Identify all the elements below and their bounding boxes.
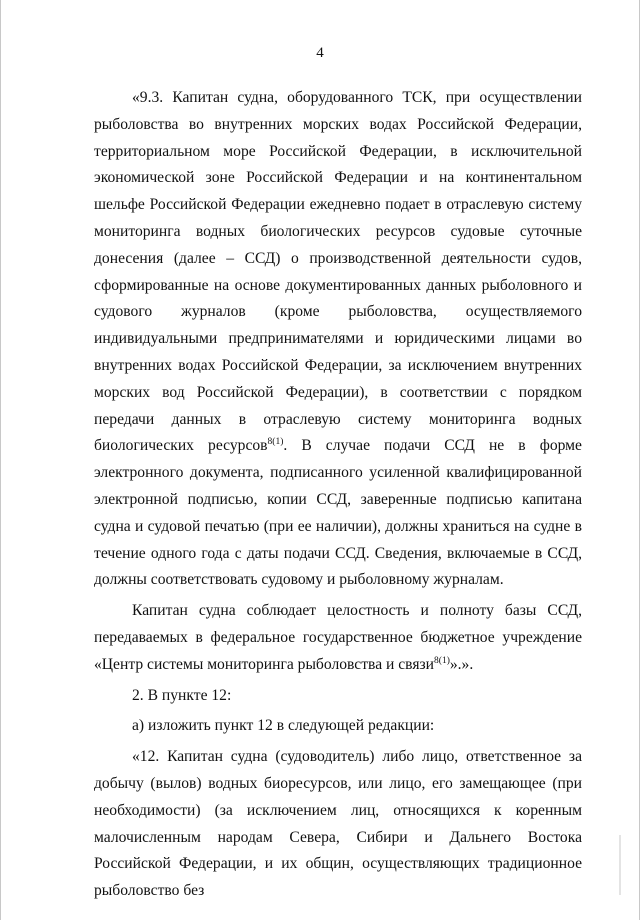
paragraph-captain-duty: [94, 598, 582, 678]
paragraph-item-a: [94, 713, 582, 740]
paragraph-9-3: [94, 85, 582, 594]
paragraph-text: а) изложить пункт 12 в следующей редакции:: [132, 717, 435, 735]
paragraph-text: 2. В пункте 12:: [132, 686, 232, 704]
paragraph-text: ».».: [449, 655, 474, 673]
paragraph-text: «9.3. Капитан судна, оборудованного ТСК, при осуществлении рыболовства во внутренних морских водах Российской Федерации, территориальном море Российской Федерации, в исключительной экономической зоне Российской Федерации и на континентальном шельфе Российской Федерации ежедневно подает в отраслевую систему мониторинга водных биологических ресурсов судовые суточные донесения (далее – ССД) о производственной деятельности судов, сформированные на основе документированных данных рыболовного и судового журналов (кроме рыболовства, осуществляемого индивидуальными предпринимателями и юридическими лицами во внутренних водах Российской Федерации, за исключением внутренних морских вод Российской Федерации), в соответствии с порядком передачи данных в отраслевую систему мониторинга водных биологических ресурсов: [94, 89, 582, 455]
paragraph-text: Капитан судна соблюдает целостность и полноту базы ССД, передаваемых в федеральное государственное бюджетное учреждение «Центр системы мониторинга рыболовства и связи: [94, 602, 582, 673]
paragraph-item-2: [94, 683, 582, 710]
page-number: 4: [316, 45, 324, 61]
document-body: [94, 85, 582, 905]
scan-artifact: [619, 835, 621, 895]
footnote-ref: 8(1): [434, 655, 450, 666]
footnote-ref: 8(1): [267, 437, 284, 448]
paragraph-text: «12. Капитан судна (судоводитель) либо лицо, ответственное за добычу (вылов) водных биоресурсов, или лицо, его замещающее (при необходимости) (за исключением лиц, относящихся к коренным малочисленным народам Севера, Сибири и Дальнего Востока Российской Федерации, и их общин, осуществляющих традиционное рыболовство без: [94, 748, 582, 900]
paragraph-text: . В случае подачи ССД не в форме электронного документа, подписанного усиленной квалифицированной электронной подписью, копии ССД, заверенные подписью капитана судна и судовой печатью (при ее наличии), должны храниться на судне в течение одного года с даты подачи ССД. Сведения, включаемые в ССД, должны соответствовать судовому и рыболовному журналам.: [94, 437, 582, 589]
paragraph-12: [94, 744, 582, 905]
